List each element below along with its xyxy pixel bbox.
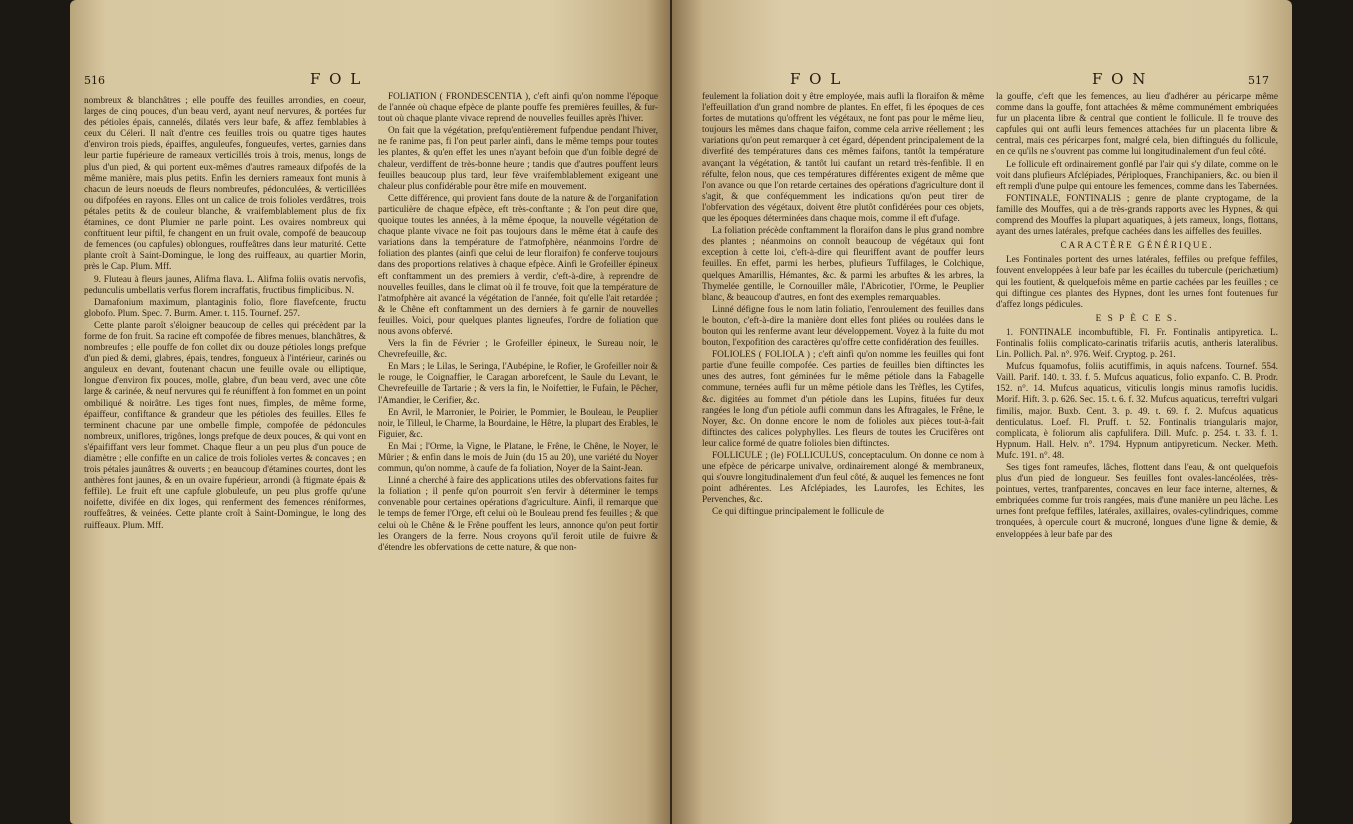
- page-number: 517: [1248, 74, 1269, 87]
- text-column-2: [378, 92, 658, 814]
- paragraph: Cette plante paroît s'éloigner beaucoup de celles qui précèdent par la forme de fon fruit. Sa racine eft compofée de fibres menues, blanchâtres, & nombreufes ; elle pouffe de fon collet dix ou douze pétioles longs prefque d'un pied & demi, glabres, épais, tendres, fongueux à l'intérieur, carinés ou anguleux en devant, foutenant chacun une feuille ovale ou elliptique, longue d'environ fix pouces, molle, glabre, d'un beau verd, avec une côte large & carinée, & neuf nervures qui fe réuniffent à fon fommet en un point ombiliqué & noirâtre. Les tiges font nues, fimples, de même forme, épaiffeur, confiftance & grandeur que les pétioles des feuilles. Elles fe terminent chacune par une ombelle fimple, compofée de pédoncules nombreux, uniflores, trigônes, longs prefque de deux pouces, & qui vont en s'épaififfant vers leur fommet. Chaque fleur a un peu plus d'un pouce de diamètre ; elle confifte en un calice de trois folioles vertes & concaves ; en trois pétales jaunâtres & ouverts ; en beaucoup d'étamines courtes, dont les anthères font jaunes, & en un ovaire fupérieur, arrondi (à ftigmate épais & feffile). Le fruit eft une capfule globuleufe, un peu plus groffe qu'une noifette, divifée en dix loges, qui renferment des femences réniformes, rouffeâtres, & veinées. Cette plante croît à Saint-Domingue, le long des ruiffeaux. Plum. Mff.: [84, 320, 366, 531]
- paragraph: FONTINALE, FONTINALIS ; genre de plante cryptogame, de la famille des Mouffes, qui a de très-grands rapports avec les Hypnes, & qui comprend des Mouffes la plupart aquatiques, à jets rameux, longs, flottans, ayant des urnes latérales, prefque cachées dans les aiffelles des feuilles.: [996, 193, 1278, 238]
- paragraph: En Avril, le Marronier, le Poirier, le Pommier, le Bouleau, le Peuplier noir, le Tilleul, le Charme, la Bourdaine, le Hêtre, la plupart des Erables, le Figuier, &c.: [378, 407, 658, 440]
- paragraph: On fait que la végétation, prefqu'entièrement fufpendue pendant l'hiver, ne fe ranime pas, fi l'on peut parler ainfi, dans le même temps pour toutes les plantes, & qu'en effet les unes n'ayant befoin que d'un foible degré de chaleur, verdiffent de très-bonne heure ; tandis que d'autres pouffent leurs feuilles beaucoup plus tard, leur fève vraifemblablement exigeant une chaleur plus confidérable pour être mife en mouvement.: [378, 126, 658, 192]
- paragraph: Damafonium maximum, plantaginis folio, flore flavefcente, fructu globofo. Plum. Spec. 7. Burm. Amer. t. 115. Tournef. 257.: [84, 297, 366, 319]
- text-column-2: [996, 92, 1278, 814]
- paragraph: Ses tiges font rameufes, lâches, flottent dans l'eau, & ont quelquefois plus d'un pied de longueur. Ses feuilles font ovales-lancéolées, très-pointues, vertes, tranfparentes, concaves en leur face interne, alternes, & embriquées comme fur trois rangées, mais d'une manière un peu lâche. Les urnes font prefque feffiles, latérales, axillaires, ovales-cylindriques, comme tronquées, à opercule court & mucroné, longues d'une ligne & demie, & enveloppées à leur bafe par des: [996, 463, 1278, 540]
- paragraph: nombreux & blanchâtres ; elle pouffe des feuilles arrondies, en coeur, larges de cinq pouces, d'un beau verd, ayant neuf nervures, & portées fur des pétioles épais, cannelés, dilatés vers leur bafe, & affez femblables à ceux du Céleri. Il naît d'entre ces feuilles trois ou quatre tiges hautes d'environ trois pieds, épaiffes, anguleufes, fongueufes, vertes, garnies dans leur partie fupérieure de rameaux verticillés trois à trois, menus, longs de plus d'un pied, & qui portent eux-mêmes d'autres rameaux difpofés de la même manière, mais plus petits. Enfin les derniers rameaux font munis à chacun de leurs noeuds de fleurs nombreufes, pédonculées, & verticillées ou difpofées en rayons. Elles ont un calice de trois folioles verdâtres, trois pétales petits & de couleur blanche, & vraifemblablement plus de fix étamines, ce dont Plumier ne parle point. Les ovaires nombreux qui conftituent leur piftil, fe changent en un fruit ovale, compofé de beaucoup de femences (ou capfules) oblongues, rouffeâtres dans leur maturité. Cette plante croît à Saint-Domingue, le long des ruiffeaux, au quartier Morin, près le Cap. Plum. Mff.: [84, 96, 366, 273]
- section-heading: CARACTÈRE GÉNÉRIQUE.: [1060, 241, 1214, 252]
- paragraph: feulement la foliation doit y être employée, mais aufli la floraifon & même l'effeuillation d'un grand nombre de plantes. En effet, fi les époques de ces fortes de mutations qu'offrent les végétaux, ne font pas pour le même lieu, toujours les mêmes dans chaque faifon, comme cela arrive réellement ; les variations qu'on peut remarquer à cet égard, dépendent principalement de la diverfité des températures dans ces mêmes faifons, tantôt la température avançant la végétation, & tantôt lui caufant un retard très-fenfible. Il en réfulte, felon nous, que ces températures différentes exigent de même que l'on avance ou que l'on retarde certaines des opérations d'agriculture dont il s'agit, & que conféquemment les indications qu'on peut tirer de l'obfervation des végétaux, doivent être plutôt confidérées pour ces objets, que les époques déterminées dans chaque mois, comme il eft d'ufage.: [702, 92, 984, 225]
- paragraph: 9. Fluteau à fleurs jaunes, Alifma flava. L. Alifma foliis ovatis nervofis, pedunculis umbellatis verfus florem incraffatis, fructibus fimplicibus. N.: [84, 274, 366, 296]
- paragraph: Linné défigne fous le nom latin foliatio, l'enroulement des feuilles dans le bouton, c'eft-à-dire la manière dont elles font pliées ou roulées dans le bouton qui les renferme avant leur développement. Voyez à la fuite du mot bouton, l'expofition des caractères qu'offre cette confidération des feuilles.: [702, 304, 984, 349]
- paragraph: FOLLICULE ; (le) FOLLICULUS, conceptaculum. On donne ce nom à une efpèce de péricarpe univalve, ordinairement alongé & membraneux, qui s'ouvre longitudinalement d'un feul côté, & auquel les femences ne font point adhérentes. Les Afclépiades, les Laurofes, les Echites, les Pervenches, &c.: [702, 451, 984, 506]
- running-head: F O L: [790, 70, 843, 88]
- running-head: F O L: [310, 70, 363, 88]
- section-heading: E S P È C E S.: [1095, 313, 1179, 324]
- paragraph: 1. FONTINALE incombuftible, Fl. Fr. Fontinalis antipyretica. L. Fontinalis foliis complicato-carinatis trifariis acutis, antheris lateralibus. Lin. Pollich. Pal. n°. 976. Weif. Cryptog. p. 261.: [996, 327, 1278, 361]
- running-head: F O N: [1092, 70, 1148, 88]
- paragraph: Cette différence, qui provient fans doute de la nature & de l'organifation particulière de chaque efpèce, eft très-conftante ; & l'on peut dire que, quoique toutes les années, à la même époque, la nouvelle végétation de chaque plante vivace ne foit pas toujours dans le même état à caufe des variations dans la température de l'atmofphère, néanmoins l'ordre de foliation des plantes (ainfi que celui de leur floraifon) fe conferve toujours dans des proportions relatives à chaque efpèce. Ainfi le Grofeiller épineux eft conftamment un des premiers à verdir, c'eft-à-dire, à reprendre de nouvelles feuilles, dans le climat où il fe trouve, foit que la température de l'atmofphère ait avancé la végétation de l'année, foit qu'elle l'ait retardée ; & le Chêne eft conftamment un des derniers à fe garnir de nouvelles feuilles. Voici, pour quelques plantes ligneufes, l'ordre de foliation que nous avons obfervé.: [378, 193, 658, 337]
- paragraph: Linné a cherché à faire des applications utiles des obfervations faites fur la foliation ; il penfe qu'on pourroit s'en fervir à déterminer le temps convenable pour certaines opérations d'agriculture. Ainfi, il remarque que le temps de femer l'Orge, eft celui où le Bouleau prend fes feuilles ; & que celui où le Chêne & le Frêne pouffent les leurs, annonce qu'on peut fortir les Orangers de la ferre. Nous croyons qu'il feroit utile de fuivre & d'étendre les obfervations de cette nature, & que non-: [378, 476, 658, 553]
- paragraph: FOLIATION ( FRONDESCENTIA ), c'eft ainfi qu'on nomme l'époque de l'année où chaque efpèce de plante pouffe fes premières feuilles, & fur-tout où chaque plante vivace reprend de nouvelles feuilles après l'hiver.: [378, 92, 658, 125]
- text-column-1: [702, 92, 984, 814]
- text-column-1: [84, 96, 366, 814]
- left-page: [70, 0, 670, 824]
- right-page: [672, 0, 1292, 824]
- paragraph: Mufcus fquamofus, foliis acutiffimis, in aquis nafcens. Tournef. 554. Vaill. Parif. 140. t. 33. f. 5. Mufcus aquaticus, folio expanfo. C. B. Prodr. 152. n°. 14. Mufcus aquaticus, viticulis longis minus ramofis lucidis. Morif. Hift. 3. p. 626. Sec. 15. t. 6. f. 32. Mufcus aquaticus, terreftri vulgari fimilis, major. Buxb. Cent. 3. p. 49. t. 69. f. 2. Mufcus aquaticus denticulatus. Loef. Fl. Pruff. t. 52. Fontinalis triangularis major, complicata, è foliorum alis capfulifera. Dill. Mufc. p. 254. t. 33. f. 1. Hypnum. Hall. Helv. n°. 1794. Hypnum antipyreticum. Necker. Meth. Mufc. 191. n°. 48.: [996, 362, 1278, 461]
- page-number: 516: [84, 74, 105, 87]
- paragraph: Le follicule eft ordinairement gonflé par l'air qui s'y dilate, comme on le voit dans plufieurs Afclépiades, Périploques, Franchipaniers, &c. ou bien il eft rempli d'une pulpe qui entoure les femences, comme dans les Tabernées.: [996, 159, 1278, 192]
- paragraph: La foliation précède conftamment la floraifon dans le plus grand nombre des plantes ; néanmoins on connoît beaucoup de végétaux qui font exception à cette loi, c'eft-à-dire qui fleuriffent avant de pouffer leurs feuilles. En effet, parmi les herbes, plufieurs Tuffilages, le Colchique, quelques Amarillis, Hémantes, &c. & parmi les arbuftes & les arbres, la Thymelée gentille, le Cornouiller mâle, l'Abricotier, l'Orme, le Peuplier blanc, & beaucoup d'autres, en font des exemples remarquables.: [702, 226, 984, 303]
- paragraph: Vers la fin de Février ; le Grofeiller épineux, le Sureau noir, le Chevrefeuille, &c.: [378, 339, 658, 361]
- paragraph: En Mars ; le Lilas, le Seringa, l'Aubépine, le Rofier, le Grofeiller noir & le rouge, le Coignaffier, le Caragan arborefcent, le Saule du Levant, le Chevrefeuille de Tartarie ; & vers la fin, le Noifettier, le Fufain, le Pêcher, l'Amandier, le Cerifier, &c.: [378, 362, 658, 406]
- paragraph: En Mai ; l'Orme, la Vigne, le Platane, le Frêne, le Chêne, le Noyer, le Mûrier ; & enfin dans le mois de Juin (du 15 au 20), une variété du Noyer commun, qu'on nomme, à caufe de fa foliation, Noyer de la Saint-Jean.: [378, 441, 658, 475]
- paragraph: la gouffe, c'eft que les femences, au lieu d'adhérer au péricarpe même comme dans la gouffe, font attachées & même communément embriquées fur un placenta libre & central que contient le follicule. Il fe trouve des capfules qui ont aufli leurs femences attachées fur un placenta libre & central, mais ces péricarpes font, malgré cela, bien diftingués du follicule, en ce qu'ils ne s'ouvrent pas comme lui longitudinalement d'un feul côté.: [996, 92, 1278, 158]
- paragraph: Ce qui diftingue principalement le follicule de: [712, 507, 884, 518]
- paragraph: FOLIOLES ( FOLIOLA ) ; c'eft ainfi qu'on nomme les feuilles qui font partie d'une feuille compofée. Ces parties de feuilles bien diftinctes les unes des autres, font géminées fur le même pétiole dans la Fabagelle commune, ternées aufli fur un même pétiole dans les Trèfles, les Cytifes, &c. digitées au fommet d'un pétiole dans les Lupins, fituées fur deux rangées le long d'un pétiole aufli commun dans les Aftragales, le Frêne, le Noyer, &c. On donne encore le nom de folioles aux pièces tout-à-fait diftinctes des calices polyphylles. Les fleurs de toutes les Crucifères ont leur calice formé de quatre folioles bien diftinctes.: [702, 350, 984, 449]
- paragraph: Les Fontinales portent des urnes latérales, feffiles ou prefque feffiles, fouvent enveloppées à leur bafe par les écailles du tubercule (perichætium) qui les foutient, & quelquefois même en partie cachées par les feuilles ; ce qui diftingue ces plantes des Hypnes, dont les urnes font foutenues fur d'affez longs pédicules.: [996, 255, 1278, 310]
